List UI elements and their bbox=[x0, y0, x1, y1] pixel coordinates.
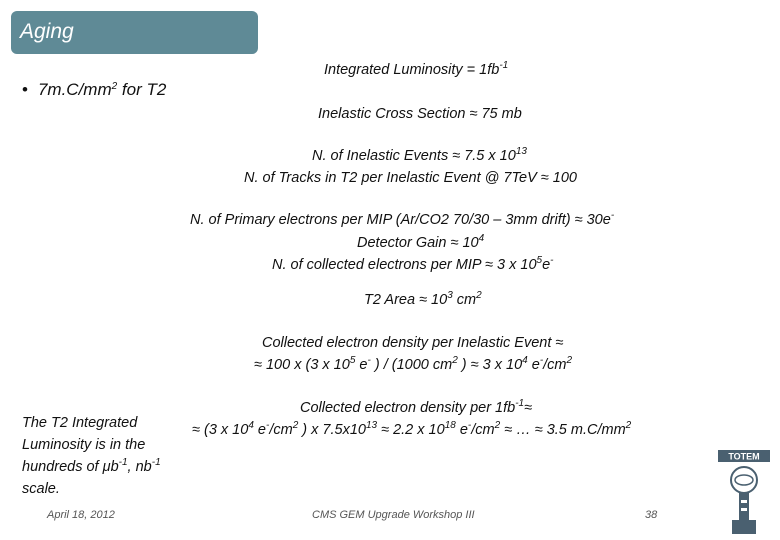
formula-area: T2 Area ≈ $10^3$ $cm^2$ bbox=[364, 290, 482, 308]
totem-logo-icon bbox=[718, 450, 770, 536]
formula-gain: Detector Gain ≈ $10^4$ bbox=[357, 233, 485, 251]
bullet-dose bbox=[22, 80, 166, 100]
formula-density-line1: Collected electron density per Inelastic Event ≈ bbox=[262, 335, 564, 351]
footer-date: April 18, 2012 bbox=[47, 509, 115, 521]
formula-density-line4: ≈ (3 x $10^4$ $e^-/cm^2$ ) x $7.5x10^{13} \approx 2.2$ x $10^{18}$ $e^-/cm^2$ ≈ … ≈ 3.5 $m.C/mm^2$ bbox=[192, 420, 632, 438]
bullet-text: 7m.C/mm bbox=[37, 80, 112, 99]
bullet-icon: • bbox=[22, 80, 28, 99]
formula-collected: N. of collected electrons per MIP ≈ 3 x $10^5e^-$ bbox=[272, 255, 554, 273]
svg-text:TOTEM: TOTEM bbox=[728, 451, 760, 462]
formula-luminosity: Integrated Luminosity = $1fb^{-1}$ bbox=[324, 60, 509, 78]
bullet-exp: 2 bbox=[111, 81, 118, 92]
footer-center: CMS GEM Upgrade Workshop III bbox=[312, 509, 475, 521]
footer-page-number: 38 bbox=[645, 509, 658, 521]
side-note: The T2 Integrated Luminosity is in the hundreds of $\mu b^{-1}$, $nb^{-1}$ scale. bbox=[22, 415, 161, 497]
slide-title-box bbox=[11, 11, 258, 54]
formula-inelastic-events: N. of Inelastic Events ≈ 7.5 x $10^{13}$ bbox=[312, 146, 527, 164]
formula-primary-electrons: N. of Primary electrons per MIP (Ar/CO2 70/30 – 3mm drift) ≈ 30e- bbox=[190, 210, 615, 228]
formula-density-line3: Collected electron density per $1fb^{-1}\approx$ bbox=[300, 398, 533, 416]
formula-tracks: N. of Tracks in T2 per Inelastic Event @ 7TeV ≈ 100 bbox=[244, 170, 577, 186]
bullet-suffix: for T2 bbox=[117, 80, 167, 99]
formula-cross-section: Inelastic Cross Section ≈ 75 mb bbox=[318, 106, 522, 122]
formula-density-line2: ≈ 100 x (3 x $10^5$ e- ) / (1000 $cm^2$ ) ≈ 3 x $10^4$ $e^-/cm^2$ bbox=[254, 355, 573, 373]
slide-title: Aging bbox=[20, 20, 74, 43]
